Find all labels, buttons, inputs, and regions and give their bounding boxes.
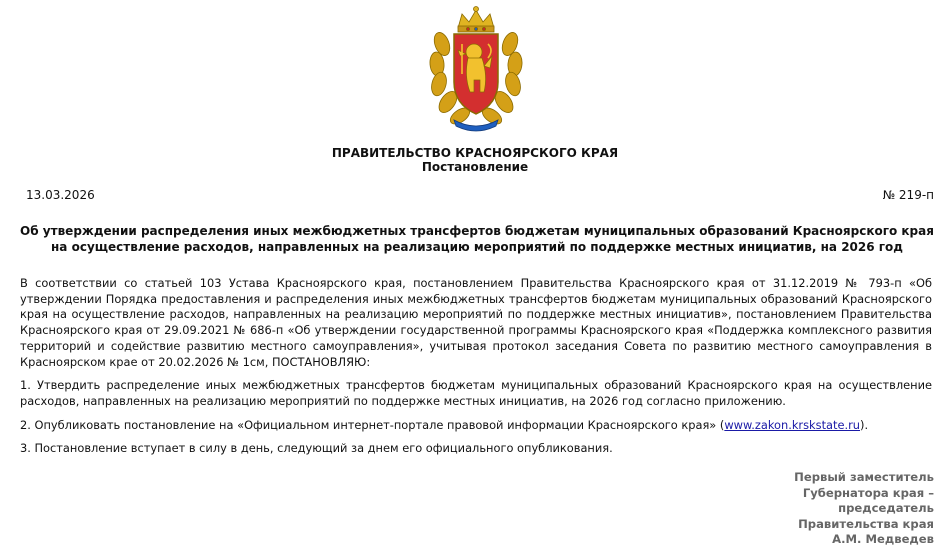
item-1-paragraph: 1. Утвердить распределение иных межбюджетных трансфертов бюджетам муниципальных образований Красноярского края на осуществление расходов, направленных на реализацию мероприятий по поддержке местных инициатив, на 2026 год согласно приложению. xyxy=(20,378,932,408)
signature-block xyxy=(734,470,934,548)
document-number: № 219-п xyxy=(882,188,934,202)
item-2-paragraph xyxy=(20,418,932,434)
krasnoyarsk-coat-of-arms-icon xyxy=(424,4,528,132)
signature-line-2: Губернатора края – xyxy=(802,485,934,500)
signature-line-4: Правительства края xyxy=(798,516,934,531)
document-title xyxy=(20,223,934,255)
item-2-prefix: 2. Опубликовать постановление на «Официальном интернет-портале правовой информации Красноярского края» ( xyxy=(20,417,725,432)
preamble-paragraph: В соответствии со статьей 103 Устава Красноярского края, постановлением Правительства Красноярского края от 31.12.2019 № 793-п «Об утверждении Порядка предоставления и распределения иных межбюджетных трансфертов бюджетам муниципальных образований Красноярского края на осуществление расходов, направленных на реализацию мероприятий по поддержке местных инициатив», постановлением Правительства Красноярского края от 29.09.2021 № 686-п «Об утверждении государственной программы Красноярского края «Поддержка комплексного развития территорий и содействие развитию местного самоуправления», учитывая протокол заседания Совета по развитию местного самоуправления в Красноярском крае от 20.02.2026 № 1см, ПОСТАНОВЛЯЮ: xyxy=(20,276,932,369)
document-date: 13.03.2026 xyxy=(26,188,95,202)
signature-line-3: председатель xyxy=(838,501,934,515)
document-title-line-2: на осуществление расходов, направленных на реализацию мероприятий по поддержке местных инициатив, на 2026 год xyxy=(51,240,903,254)
document-type: Постановление xyxy=(421,160,529,174)
item-3-paragraph: 3. Постановление вступает в силу в день, следующий за днем его официального опубликования. xyxy=(20,441,613,456)
signer-name: А.М. Медведев xyxy=(832,532,934,546)
government-name: ПРАВИТЕЛЬСТВО КРАСНОЯРСКОГО КРАЯ xyxy=(331,146,619,160)
item-2-suffix: ). xyxy=(860,417,869,432)
signature-line-1: Первый заместитель xyxy=(794,470,934,484)
header xyxy=(0,146,950,174)
document-body xyxy=(20,276,932,465)
document-title-line-1: Об утверждении распределения иных межбюджетных трансфертов бюджетам муниципальных образований Красноярского края xyxy=(20,224,934,238)
zakon-portal-link[interactable]: www.zakon.krskstate.ru xyxy=(724,417,861,432)
